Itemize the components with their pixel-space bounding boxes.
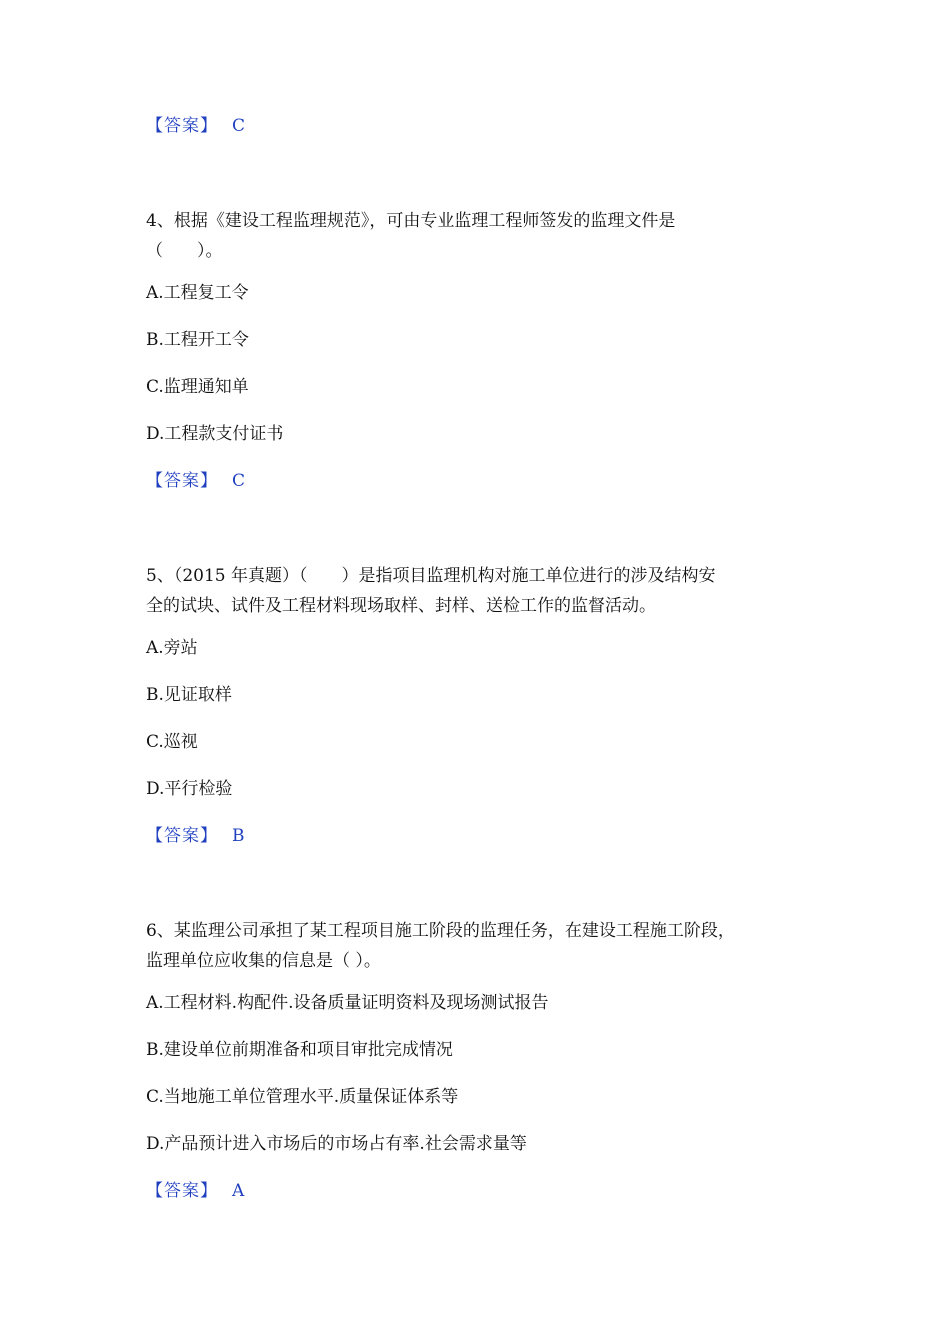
question-5-text-line1: 5、（2015 年真题）（ ）是指项目监理机构对施工单位进行的涉及结构安 <box>146 566 716 586</box>
answer-value: B <box>232 826 245 846</box>
question-4-option-c: C.监理通知单 <box>146 377 249 397</box>
question-5-text-line2: 全的试块、试件及工程材料现场取样、封样、送检工作的监督活动。 <box>146 596 656 616</box>
question-4-option-b: B.工程开工令 <box>146 330 249 350</box>
answer-value: A <box>232 1181 245 1201</box>
question-5-option-b: B.见证取样 <box>146 685 232 705</box>
question-6-option-c: C.当地施工单位管理水平.质量保证体系等 <box>146 1087 459 1107</box>
question-4-option-a: A.工程复工令 <box>146 283 249 303</box>
question-4-option-d: D.工程款支付证书 <box>146 424 284 444</box>
question-6-option-d: D.产品预计进入市场后的市场占有率.社会需求量等 <box>146 1134 527 1154</box>
question-4-text-line2: （ ）。 <box>146 241 223 261</box>
answer-line <box>146 825 245 847</box>
question-5-option-a: A.旁站 <box>146 638 198 658</box>
answer-label: 【答案】 <box>146 471 218 491</box>
question-5-option-d: D.平行检验 <box>146 779 233 799</box>
answer-label: 【答案】 <box>146 116 218 136</box>
question-6-option-a: A.工程材料.构配件.设备质量证明资料及现场测试报告 <box>146 993 549 1013</box>
question-6-option-b: B.建设单位前期准备和项目审批完成情况 <box>146 1040 453 1060</box>
answer-label: 【答案】 <box>146 1181 218 1201</box>
answer-line <box>146 1180 244 1202</box>
answer-label: 【答案】 <box>146 826 218 846</box>
answer-value: C <box>232 116 246 136</box>
answer-line <box>146 470 245 492</box>
question-6-text-line1: 6、某监理公司承担了某工程项目施工阶段的监理任务，在建设工程施工阶段， <box>146 921 735 941</box>
question-6-text-line2: 监理单位应收集的信息是（ ）。 <box>146 951 381 971</box>
question-5-option-c: C.巡视 <box>146 732 198 752</box>
answer-value: C <box>232 471 246 491</box>
question-4-text-line1: 4、根据《建设工程监理规范》，可由专业监理工程师签发的监理文件是 <box>146 211 676 231</box>
answer-line <box>146 115 245 137</box>
